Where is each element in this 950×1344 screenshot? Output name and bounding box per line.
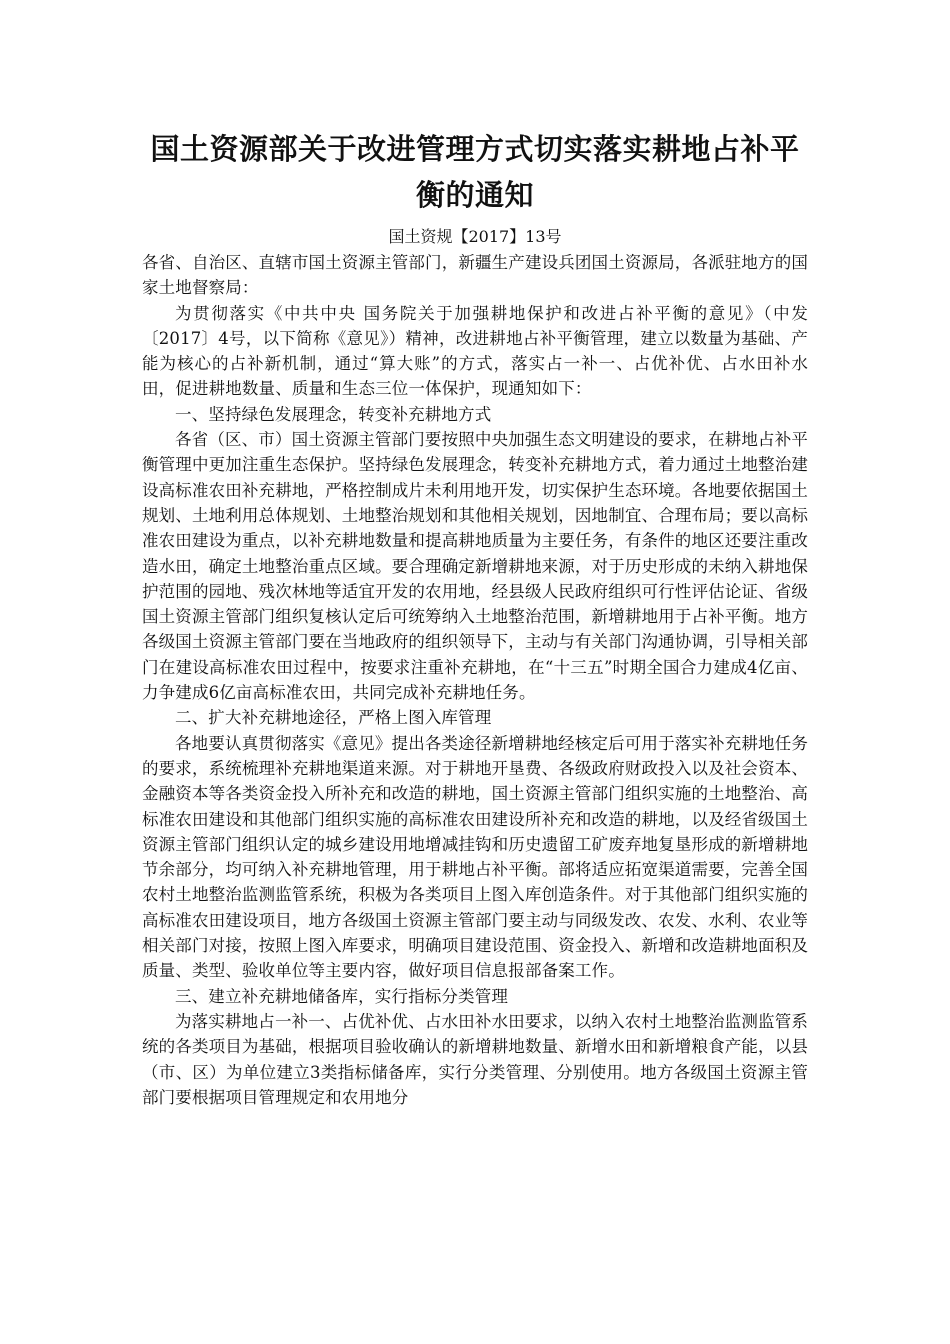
- document-number: 国土资规【2017】13号: [388, 227, 562, 246]
- addressee-paragraph: 各省、自治区、直辖市国土资源主管部门，新疆生产建设兵团国土资源局，各派驻地方的国家土地督察局：: [142, 253, 808, 298]
- section-heading-1: 一、坚持绿色发展理念，转变补充耕地方式: [175, 404, 492, 424]
- section-3-paragraph: 为落实耕地占一补一、占优补优、占水田补水田要求，以纳入农村土地整治监测监管系统的各类项目为基础，根据项目验收确认的新增耕地数量、新增水田和新增粮食产能，以县（市、区）为单位建立3类指标储备库，实行分类管理、分别使用。地方各级国土资源主管部门要根据项目管理规定和农用地分: [142, 1011, 808, 1107]
- document-title: 国土资源部关于改进管理方式切实落实耕地占补平衡的通知: [150, 132, 800, 212]
- section-heading-3: 三、建立补充耕地储备库，实行指标分类管理: [175, 986, 508, 1006]
- document-body: [142, 250, 808, 1110]
- intro-paragraph: 为贯彻落实《中共中央 国务院关于加强耕地保护和改进占补平衡的意见》（中发〔2017〕4号，以下简称《意见》）精神，改进耕地占补平衡管理，建立以数量为基础、产能为核心的占补新机制，通过“算大账”的方式，落实占一补一、占优补优、占水田补水田，促进耕地数量、质量和生态三位一体保护，现通知如下：: [142, 303, 808, 399]
- document-page: [142, 126, 808, 1110]
- section-heading-2: 二、扩大补充耕地途径，严格上图入库管理: [175, 708, 492, 728]
- section-2-paragraph: 各地要认真贯彻落实《意见》提出各类途径新增耕地经核定后可用于落实补充耕地任务的要求，系统梳理补充耕地渠道来源。对于耕地开垦费、各级政府财政投入以及社会资本、金融资本等各类资金投入所补充和改造的耕地，国土资源主管部门组织实施的土地整治、高标准农田建设和其他部门组织实施的高标准农田建设所补充和改造的耕地，以及经省级国土资源主管部门组织认定的城乡建设用地增减挂钩和历史遗留工矿废弃地复垦形成的新增耕地节余部分，均可纳入补充耕地管理，用于耕地占补平衡。部将适应拓宽渠道需要，完善全国农村土地整治监测监管系统，积极为各类项目上图入库创造条件。对于其他部门组织实施的高标准农田建设项目，地方各级国土资源主管部门要主动与同级发改、农发、水利、农业等相关部门对接，按照上图入库要求，明确项目建设范围、资金投入、新增和改造耕地面积及质量、类型、验收单位等主要内容，做好项目信息报部备案工作。: [142, 733, 808, 981]
- section-1-paragraph: 各省（区、市）国土资源主管部门要按照中央加强生态文明建设的要求，在耕地占补平衡管理中更加注重生态保护。坚持绿色发展理念，转变补充耕地方式，着力通过土地整治建设高标准农田补充耕地，严格控制成片未利用地开发，切实保护生态环境。各地要依据国土规划、土地利用总体规划、土地整治规划和其他相关规划，因地制宜、合理布局；要以高标准农田建设为重点，以补充耕地数量和提高耕地质量为主要任务，有条件的地区还要注重改造水田，确定土地整治重点区域。要合理确定新增耕地来源，对于历史形成的未纳入耕地保护范围的园地、残次林地等适宜开发的农用地，经县级人民政府组织可行性评估论证、省级国土资源主管部门组织复核认定后可统筹纳入土地整治范围，新增耕地用于占补平衡。地方各级国土资源主管部门要在当地政府的组织领导下，主动与有关部门沟通协调，引导相关部门在建设高标准农田过程中，按要求注重补充耕地，在“十三五”时期全国合力建成4亿亩、力争建成6亿亩高标准农田，共同完成补充耕地任务。: [142, 430, 808, 703]
